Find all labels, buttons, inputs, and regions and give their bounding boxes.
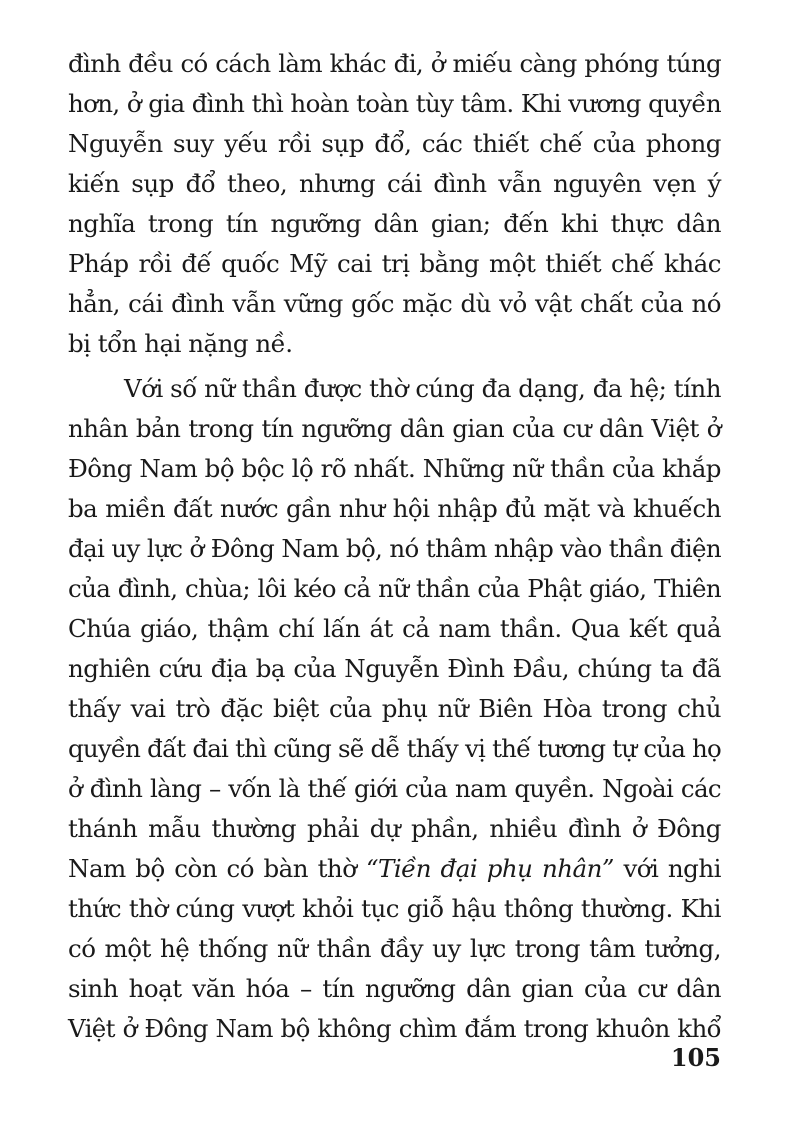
- text-line: kiến sụp đổ theo, nhưng cái đình vẫn nguyên vẹn ý: [68, 169, 721, 198]
- text-fragment: với nghi: [613, 854, 721, 883]
- text-line: của đình, chùa; lôi kéo cả nữ thần của Phật giáo, Thiên: [68, 574, 721, 603]
- text-fragment: Nam bộ còn có bàn thờ: [68, 854, 366, 883]
- text-line: nghĩa trong tín ngưỡng dân gian; đến khi thực dân: [68, 209, 721, 238]
- text-line: bị tổn hại nặng nề.: [68, 329, 293, 358]
- text-line: ba miền đất nước gần như hội nhập đủ mặt và khuếch: [68, 494, 721, 523]
- text-line: ở đình làng – vốn là thế giới của nam quyền. Ngoài các: [68, 774, 721, 803]
- text-line: đại uy lực ở Đông Nam bộ, nó thâm nhập vào thần điện: [68, 534, 721, 563]
- page-number: 105: [670, 1043, 721, 1072]
- text-line: thánh mẫu thường phải dự phần, nhiều đình ở Đông: [68, 814, 721, 843]
- text-line: thức thờ cúng vượt khỏi tục giỗ hậu thông thường. Khi: [68, 894, 721, 923]
- text-line: Chúa giáo, thậm chí lấn át cả nam thần. Qua kết quả: [68, 614, 721, 643]
- text-line: Với số nữ thần được thờ cúng đa dạng, đa hệ; tính: [124, 374, 721, 403]
- text-line: Nguyễn suy yếu rồi sụp đổ, các thiết chế của phong: [68, 129, 721, 158]
- text-line: Pháp rồi đế quốc Mỹ cai trị bằng một thiết chế khác: [68, 249, 721, 278]
- text-line: Việt ở Đông Nam bộ không chìm đắm trong khuôn khổ: [68, 1014, 721, 1043]
- text-line: quyền đất đai thì cũng sẽ dễ thấy vị thế tương tự của họ: [68, 734, 721, 763]
- text-line: nghiên cứu địa bạ của Nguyễn Đình Đầu, chúng ta đã: [68, 654, 721, 683]
- text-line: sinh hoạt văn hóa – tín ngưỡng dân gian của cư dân: [68, 974, 721, 1003]
- paragraph-2: [68, 369, 721, 1049]
- italic-phrase: “Tiền đại phụ nhân”: [365, 854, 614, 883]
- text-line: Đông Nam bộ bộc lộ rõ nhất. Những nữ thần của khắp: [68, 454, 721, 483]
- text-line: hẳn, cái đình vẫn vững gốc mặc dù vỏ vật chất của nó: [68, 289, 721, 318]
- text-line: đình đều có cách làm khác đi, ở miếu càng phóng túng: [68, 49, 721, 78]
- book-page: [68, 44, 721, 1049]
- text-line-with-italic: [68, 849, 721, 889]
- text-line: hơn, ở gia đình thì hoàn toàn tùy tâm. Khi vương quyền: [68, 89, 721, 118]
- text-line: nhân bản trong tín ngưỡng dân gian của cư dân Việt ở: [68, 414, 721, 443]
- paragraph-1: [68, 44, 721, 364]
- text-line: thấy vai trò đặc biệt của phụ nữ Biên Hòa trong chủ: [68, 694, 721, 723]
- text-line: có một hệ thống nữ thần đầy uy lực trong tâm tưởng,: [68, 934, 721, 963]
